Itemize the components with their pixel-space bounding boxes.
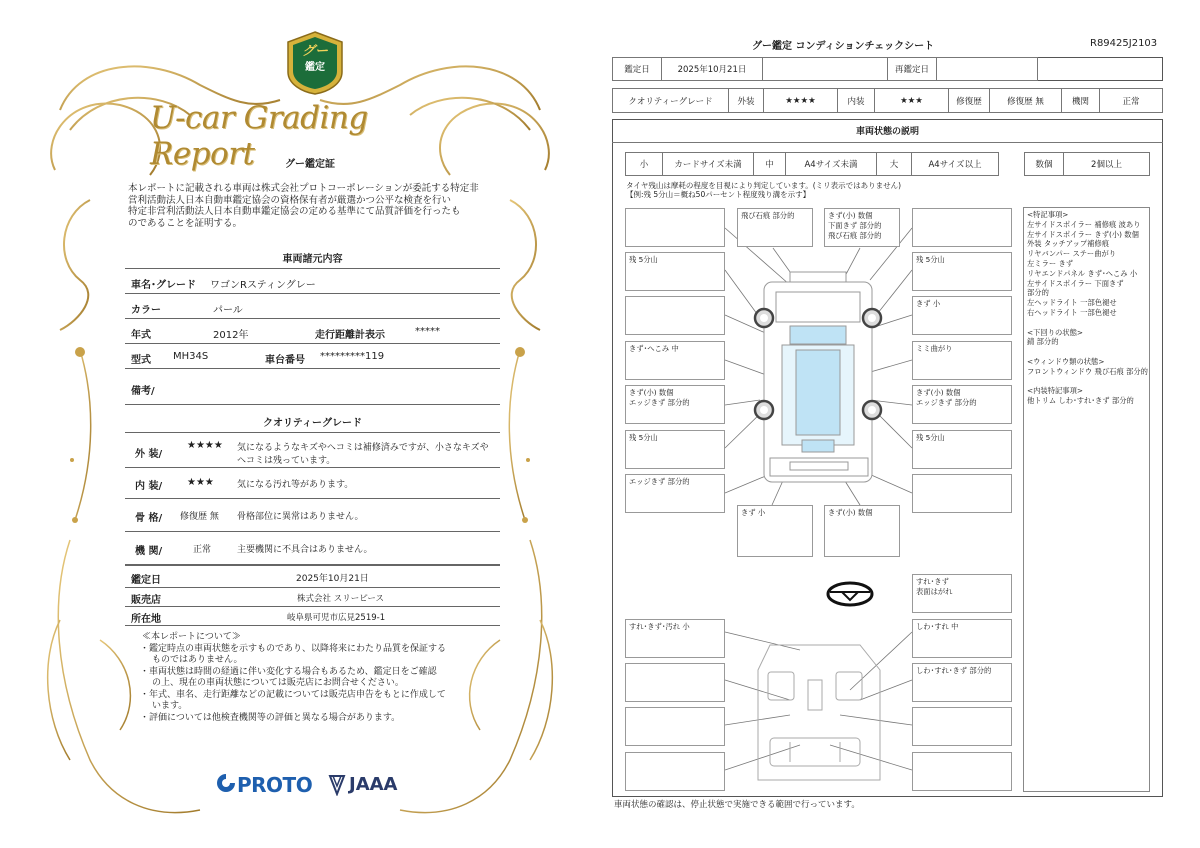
- caption-box: きず 小: [912, 296, 1012, 335]
- caption-box: しわ･すれ･きず 部分的: [912, 663, 1012, 702]
- legend-small: 小: [625, 152, 663, 176]
- engine-label: 機関: [1061, 88, 1100, 113]
- spec-row-name: 車名･グレード ワゴンRスティングレー: [125, 269, 500, 294]
- quality-row-exterior: 外 装/ ★★★★ 気になるようなキズやヘコミは補修済みですが、小さなキズや ヘコミは残っています。: [125, 433, 500, 468]
- caption-box: [625, 296, 725, 335]
- caption-box: きず(小) 数個 下面きず 部分的 飛び石痕 部分的: [824, 208, 900, 247]
- caption-box: ミミ曲がり: [912, 341, 1012, 380]
- sheet-header: グー鑑定 コンディションチェックシート: [752, 41, 935, 52]
- caption-box: 飛び石痕 部分的: [737, 208, 813, 247]
- caption-box: きず･へこみ 中: [625, 341, 725, 380]
- caption-box: きず(小) 数個 エッジきず 部分的: [625, 385, 725, 424]
- legend-medium-desc: A4サイズ未満: [785, 152, 877, 176]
- info-row-address: 所在地 岐阜県可児市広見2519-1: [125, 607, 500, 626]
- sheet-code: R89425J2103: [1090, 38, 1158, 49]
- spec-heading: 車両諸元内容: [282, 254, 343, 265]
- interior-label: 内装: [837, 88, 875, 113]
- info-row-date: 鑑定日 2025年10月21日: [125, 566, 500, 588]
- legend-count-desc: 2個以上: [1063, 152, 1150, 176]
- caption-box: エッジきず 部分的: [625, 474, 725, 513]
- info-row-shop: 販売店 株式会社 スリーピース: [125, 588, 500, 607]
- badge-text-1: グー: [301, 44, 328, 59]
- caption-box: 残 5分山: [912, 430, 1012, 469]
- badge-text-2: 鑑定: [305, 62, 325, 73]
- interior-stars: ★★★: [874, 88, 949, 113]
- quality-row-engine: 機 関/ 正常 主要機関に不具合はありません。: [125, 532, 500, 565]
- intro-text: 本レポートに記載される車両は株式会社プロトコーポレーションが委託する特定非 営利活動法人日本自動車鑑定協会の資格保有者が厳選かつ公平な検査を行い 特定非営利活動法人日本自動車鑑定協会の定める基準にて品質評価を行ったも のであることを証明する。: [128, 183, 479, 229]
- caption-box: [912, 707, 1012, 746]
- spec-row-model: 型式 MH34S 車台番号 *********119: [125, 344, 500, 369]
- repair-value: 修復歴 無: [989, 88, 1062, 113]
- quality-row-interior: 内 装/ ★★★ 気になる汚れ等があります。: [125, 468, 500, 499]
- date-value: 2025年10月21日: [661, 57, 763, 81]
- exterior-stars: ★★★★: [763, 88, 838, 113]
- spec-row-remarks: 備考/: [125, 372, 500, 405]
- quality-row-frame: 骨 格/ 修復歴 無 骨格部位に異常はありません。: [125, 499, 500, 532]
- legend-count: 数個: [1024, 152, 1064, 176]
- caption-box: [625, 208, 725, 247]
- caption-box: すれ･きず･汚れ 小: [625, 619, 725, 658]
- caption-box: [912, 752, 1012, 791]
- steering-wheel-icon: [828, 583, 872, 605]
- report-notes: ≪本レポートについて≫ ・鑑定時点の車両状態を示すものであり、以降将来にわたり品質を保証する ものではありません。 ・車両状態は時間の経過に伴い変化する場合もあるため、鑑定日をご確認 の上、現在の車両状態については販売店にお問合せください。 ・年式、車名、走行距離などの記載については販売店申告をもとに作成して います。 ・評価については他検査機関等の評価と異なる場合があります。: [140, 632, 447, 723]
- caption-box: きず 小: [737, 505, 813, 557]
- caption-box: [625, 663, 725, 702]
- caption-box: [625, 707, 725, 746]
- legend-large-desc: A4サイズ以上: [911, 152, 999, 176]
- engine-value: 正常: [1099, 88, 1163, 113]
- tire-note: タイヤ残山は摩耗の程度を目視により判定しています。(ミリ表示ではありません) 【例:残 5分山＝概ね50パーセント程度残り溝を示す】: [626, 181, 902, 199]
- bottom-note: 車両状態の確認は、停止状態で実施できる範囲で行っています。: [614, 800, 860, 810]
- certificate-heading: グー鑑定証: [285, 159, 335, 170]
- caption-box: 残 5分山: [625, 430, 725, 469]
- explain-title: 車両状態の説明: [612, 119, 1163, 143]
- spec-row-color: カラー パール: [125, 294, 500, 319]
- report-title: U-car Grading Report: [150, 100, 368, 172]
- repair-label: 修復歴: [948, 88, 990, 113]
- legend-small-desc: カードサイズ未満: [662, 152, 754, 176]
- caption-box: きず(小) 数個: [824, 505, 900, 557]
- spec-row-year: 年式 2012年 走行距離計表示 *****: [125, 319, 500, 344]
- proto-logo-text: PROTO: [237, 773, 313, 797]
- caption-box: [625, 752, 725, 791]
- legend-large: 大: [876, 152, 912, 176]
- caption-box: [912, 208, 1012, 247]
- legend-medium: 中: [753, 152, 786, 176]
- special-notes-text: <特記事項> 左サイドスポイラー 補修痕 波あり 左サイドスポイラー きず(小) 数個 外装 タッチアップ補修痕 リヤバンパー ステー曲がり 左ミラー きず リヤエンドパネル きず･へこみ 小 左サイドスポイラー 下面きず 部分的 左ヘッドライト 一部色褪せ 右ヘッドライト 一部色褪せ <下回りの状態> 錆 部分的 <ウィンドウ類の状態> フロントウィンドウ 飛び石痕 部分的 <内装特記事項> 他トリム しわ･すれ･きず 部分的: [1027, 210, 1148, 406]
- caption-box: すれ･きず 表面はがれ: [912, 574, 1012, 613]
- date-label: 鑑定日: [612, 57, 662, 81]
- caption-box: きず(小) 数個 エッジきず 部分的: [912, 385, 1012, 424]
- caption-box: しわ･すれ 中: [912, 619, 1012, 658]
- caption-box: 残 5分山: [912, 252, 1012, 291]
- quality-heading: クオリティーグレード: [263, 418, 362, 429]
- caption-box: [912, 474, 1012, 513]
- caption-box: 残 5分山: [625, 252, 725, 291]
- quality-grade-label: クオリティーグレード: [612, 88, 729, 113]
- jaaa-logo-text: JAAA: [349, 774, 398, 795]
- exterior-label: 外装: [728, 88, 764, 113]
- reinspect-label: 再鑑定日: [887, 57, 937, 81]
